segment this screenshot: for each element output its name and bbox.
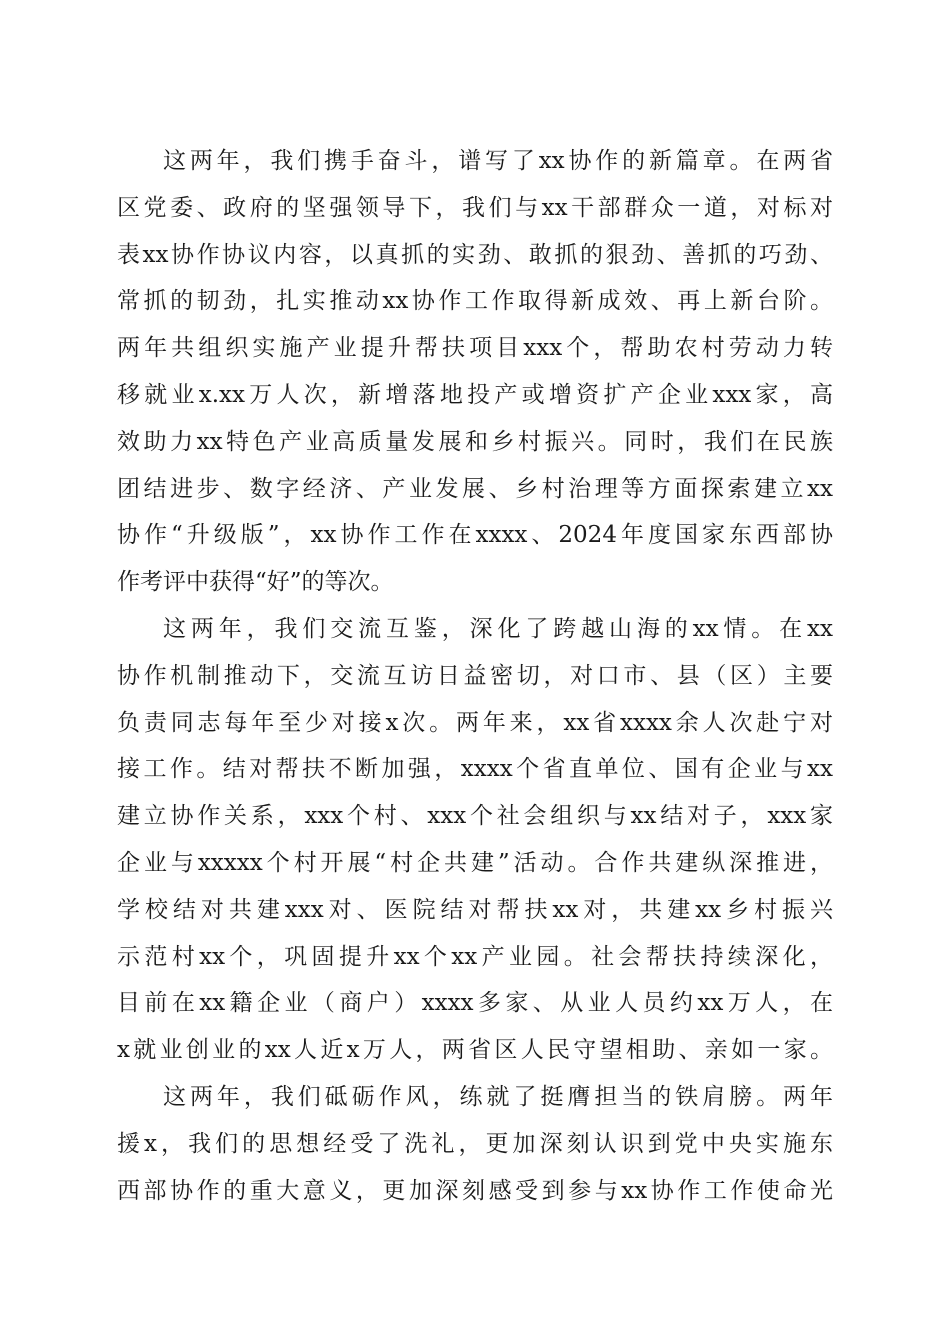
- paragraph-1-line-4: 常抓的韧劲，扎实推动xx协作工作取得新成效、再上新台阶。: [117, 288, 833, 315]
- paragraph-3-line-1: 这两年，我们砥砺作风，练就了挺膺担当的铁肩膀。两年: [163, 1083, 833, 1110]
- paragraph-1-line-1: 这两年，我们携手奋斗，谱写了xx协作的新篇章。在两省: [163, 148, 833, 174]
- paragraph-2-line-7: 学校结对共建xxx对、医院结对帮扶xx对，共建xx乡村振兴: [117, 896, 833, 923]
- paragraph-3-line-2: 援x，我们的思想经受了洗礼，更加深刻认识到党中央实施东: [117, 1130, 833, 1157]
- paragraph-1-line-9: 协作“升级版”，xx协作工作在xxxx、2024年度国家东西部协: [117, 522, 833, 549]
- paragraph-2-line-5: 建立协作关系，xxx个村、xxx个社会组织与xx结对子，xxx家: [117, 803, 833, 830]
- paragraph-3-line-3: 西部协作的重大意义，更加深刻感受到参与xx协作工作使命光: [117, 1177, 833, 1204]
- paragraph-1-line-8: 团结进步、数字经济、产业发展、乡村治理等方面探索建立xx: [117, 475, 833, 502]
- paragraph-1-line-3: 表xx协作协议内容，以真抓的实劲、敢抓的狠劲、善抓的巧劲、: [117, 241, 833, 268]
- paragraph-2-line-3: 负责同志每年至少对接x次。两年来，xx省xxxx余人次赴宁对: [117, 709, 833, 736]
- paragraph-2-line-6: 企业与xxxxx个村开展“村企共建”活动。合作共建纵深推进，: [117, 849, 833, 876]
- paragraph-2-line-2: 协作机制推动下，交流互访日益密切，对口市、县（区）主要: [117, 662, 833, 689]
- paragraph-2-line-8: 示范村xx个，巩固提升xx个xx产业园。社会帮扶持续深化，: [117, 943, 833, 970]
- paragraph-2-line-1: 这两年，我们交流互鉴，深化了跨越山海的xx情。在xx: [163, 615, 833, 642]
- paragraph-1-line-6: 移就业x.xx万人次，新增落地投产或增资扩产企业xxx家，高: [117, 381, 833, 408]
- paragraph-1-line-2: 区党委、政府的坚强领导下，我们与xx干部群众一道，对标对: [117, 194, 833, 221]
- paragraph-1-line-5: 两年共组织实施产业提升帮扶项目xxx个，帮助农村劳动力转: [117, 335, 833, 362]
- paragraph-2-line-10: x就业创业的xx人近x万人，两省区人民守望相助、亲如一家。: [117, 1037, 833, 1064]
- paragraph-2-line-9: 目前在xx籍企业（商户）xxxx多家、从业人员约xx万人，在: [117, 990, 833, 1017]
- paragraph-1-line-7: 效助力xx特色产业高质量发展和乡村振兴。同时，我们在民族: [117, 428, 833, 455]
- paragraph-2-line-4: 接工作。结对帮扶不断加强，xxxx个省直单位、国有企业与xx: [117, 756, 833, 783]
- body-text: [117, 138, 833, 1214]
- paragraph-1-line-10: 作考评中获得“好”的等次。: [117, 569, 394, 596]
